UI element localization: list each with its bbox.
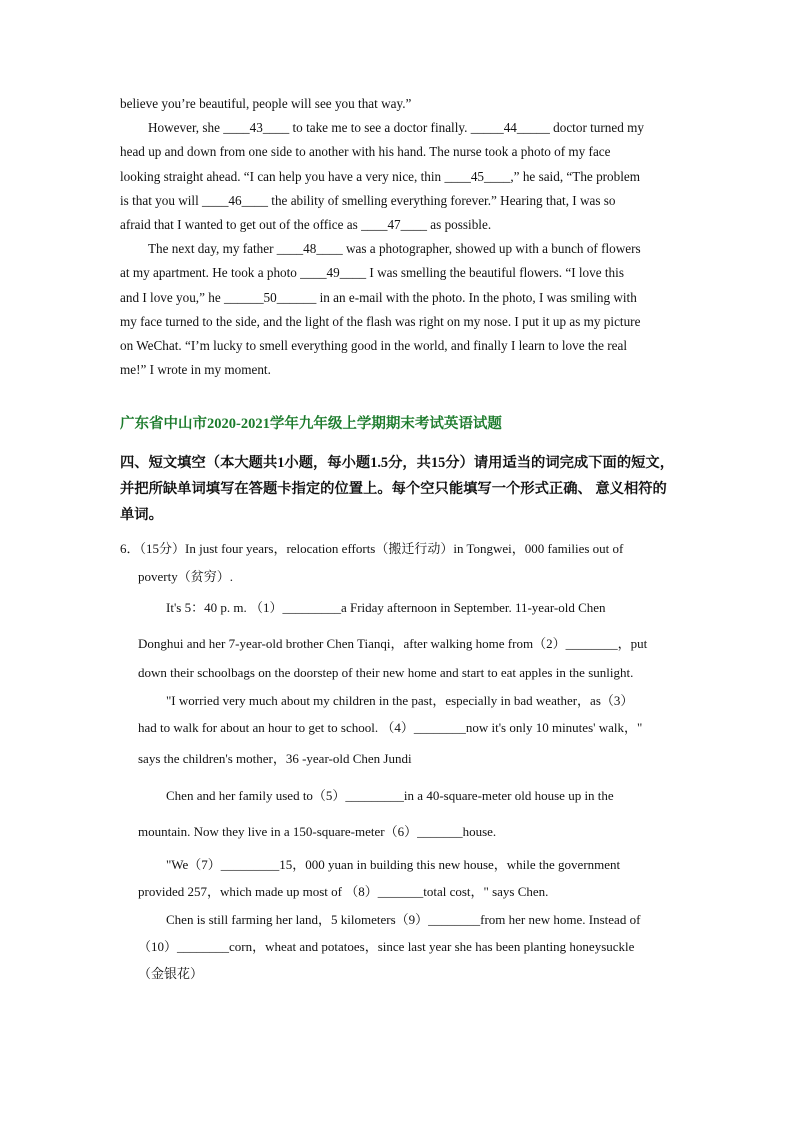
- question-line: says the children's mother，36 -year-old Chen Jundi: [138, 751, 412, 766]
- instruction-line: 单词。: [120, 507, 163, 523]
- passage-line: The next day, my father ____48____ was a photographer, showed up with a bunch of flowers: [148, 241, 641, 257]
- cloze-passage: [120, 92, 676, 382]
- passage-line: on WeChat. “I’m lucky to smell everything good in the world, and finally I learn to love the real: [120, 337, 628, 353]
- question-line: Chen and her family used to（5）_________in a 40-square-meter old house up in the: [166, 788, 614, 803]
- instruction-line: 四、短文填空（本大题共1小题，每小题1.5分，共15分）请用适当的词完成下面的短文，: [120, 455, 675, 471]
- passage-line: However, she ____43____ to take me to see a doctor finally. _____44_____ doctor turned my: [148, 120, 644, 136]
- question-line: （10）________corn，wheat and potatoes，since last year she has been planting honeysuckle: [138, 939, 635, 954]
- passage-line: looking straight ahead. “I can help you have a very nice, thin ____45____,” he said, “The problem: [120, 168, 641, 184]
- question-line: "We（7）_________15，000 yuan in building this new house，while the government: [166, 857, 621, 872]
- question-line: mountain. Now they live in a 150-square-meter（6）_______house.: [138, 824, 497, 839]
- passage-line: head up and down from one side to another with his hand. The nurse took a photo of my face: [120, 144, 611, 160]
- question-line: provided 257，which made up most of （8）_______total cost，" says Chen.: [138, 884, 549, 899]
- question-line: （金银花）: [138, 966, 204, 981]
- question-line: It's 5：40 p. m. （1）_________a Friday afternoon in September. 11-year-old Chen: [166, 600, 606, 615]
- section-instructions: [120, 450, 678, 528]
- passage-line: at my apartment. He took a photo ____49____ I was smelling the beautiful flowers. “I love this: [120, 265, 624, 281]
- question-line: had to walk for about an hour to get to school. （4）________now it's only 10 minutes' walk，": [138, 720, 643, 735]
- instruction-line: 并把所缺单词填写在答题卡指定的位置上。每个空只能填写一个形式正确、 意义相符的: [120, 481, 667, 497]
- question-stem: 6．（15分）In just four years，relocation efforts（搬迁行动）in Tongwei，000 families out of: [120, 541, 624, 556]
- passage-line: afraid that I wanted to get out of the office as ____47____ as possible.: [120, 216, 492, 232]
- question-line: Donghui and her 7-year-old brother Chen Tianqi，after walking home from（2）________，put: [138, 636, 648, 651]
- passage-line: me!” I wrote in my moment.: [120, 362, 271, 378]
- question-line: "I worried very much about my children in the past，especially in bad weather，as（3）: [166, 693, 634, 708]
- question-stem-continued: poverty（贫穷）.: [138, 569, 233, 584]
- question-line: Chen is still farming her land，5 kilometers（9）________from her new home. Instead of: [166, 912, 641, 927]
- passage-line: my face turned to the side, and the light of the flash was right on my nose. I put it up as my picture: [120, 313, 641, 329]
- exam-title: 广东省中山市2020-2021学年九年级上学期期末考试英语试题: [120, 416, 502, 432]
- passage-line: and I love you,” he ______50______ in an e-mail with the photo. In the photo, I was smiling with: [120, 289, 637, 305]
- question-line: down their schoolbags on the doorstep of their new home and start to eat apples in the sunlight.: [138, 665, 634, 680]
- passage-line: is that you will ____46____ the ability of smelling everything forever.” Hearing that, I was so: [120, 192, 616, 208]
- passage-line: believe you’re beautiful, people will see you that way.”: [120, 96, 412, 111]
